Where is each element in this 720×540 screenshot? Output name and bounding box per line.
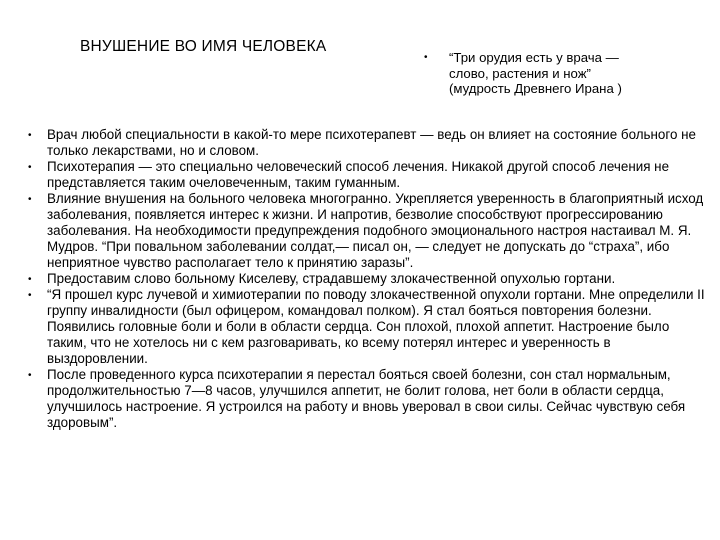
bullet-icon: • — [424, 52, 428, 63]
bullet-icon: • — [28, 274, 32, 285]
bullet-text: Влияние внушения на больного человека многогранно. Укрепляется уверенность в благоприятный исход заболевания, появляется интерес к жизни. И напротив, безволие способствуют прогрессированию заболевания. На необходимости предупреждения подобного эмоционального настроя настаивал М. Я. Мудров. “При повальном заболевании солдат,— писал он, — следует не допускать до “страха”, ибо неприятное чувство располагает тело к принятию заразы”. — [47, 191, 704, 270]
bullet-icon: • — [28, 370, 32, 381]
bullet-text: “Я прошел курс лучевой и химиотерапии по поводу злокачественной опухоли гортани. Мне определили II группу инвалидности (был офицером, командовал полком). Я стал бояться повторения болезни. Появились головные боли и боли в области сердца. Сон плохой, плохой аппетит. Настроение было таким, что не хотелось ни с кем разговаривать, ко всему потерял интерес и уверенность в выздоровлении. — [47, 287, 705, 366]
bullet-item — [28, 127, 712, 159]
bullet-text: Психотерапия — это специально человеческий способ лечения. Никакой другой способ лечения не представляется таким очеловеченным, таким гуманным. — [47, 159, 670, 190]
epigraph-quote: “Три орудия есть у врача — слово, растения и нож” (мудрость Древнего Ирана ) — [449, 50, 622, 96]
slide-title: ВНУШЕНИЕ ВО ИМЯ ЧЕЛОВЕКА — [80, 38, 327, 55]
bullet-icon: • — [28, 194, 32, 205]
bullet-item — [28, 191, 712, 271]
bullet-icon: • — [28, 290, 32, 301]
bullet-item — [28, 159, 712, 191]
bullet-item — [28, 367, 712, 431]
bullet-item — [28, 287, 712, 367]
bullet-text: После проведенного курса психотерапии я перестал бояться своей болезни, сон стал нормальным, продолжительностью 7—8 часов, улучшился аппетит, не болит голова, нет боли в области сердца, улучшилось настроение. Я устроился на работу и вновь уверовал в свои силы. Сейчас чувствую себя здоровым”. — [47, 367, 686, 430]
bullet-text: Предоставим слово больному Киселеву, страдавшему злокачественной опухолью гортани. — [47, 271, 616, 286]
bullet-icon: • — [28, 130, 32, 141]
bullet-list — [28, 127, 712, 431]
bullet-item — [28, 271, 712, 287]
epigraph — [424, 50, 714, 97]
bullet-icon: • — [28, 162, 32, 173]
bullet-text: Врач любой специальности в какой-то мере психотерапевт — ведь он влияет на состояние больного не только лекарствами, но и словом. — [47, 127, 696, 158]
